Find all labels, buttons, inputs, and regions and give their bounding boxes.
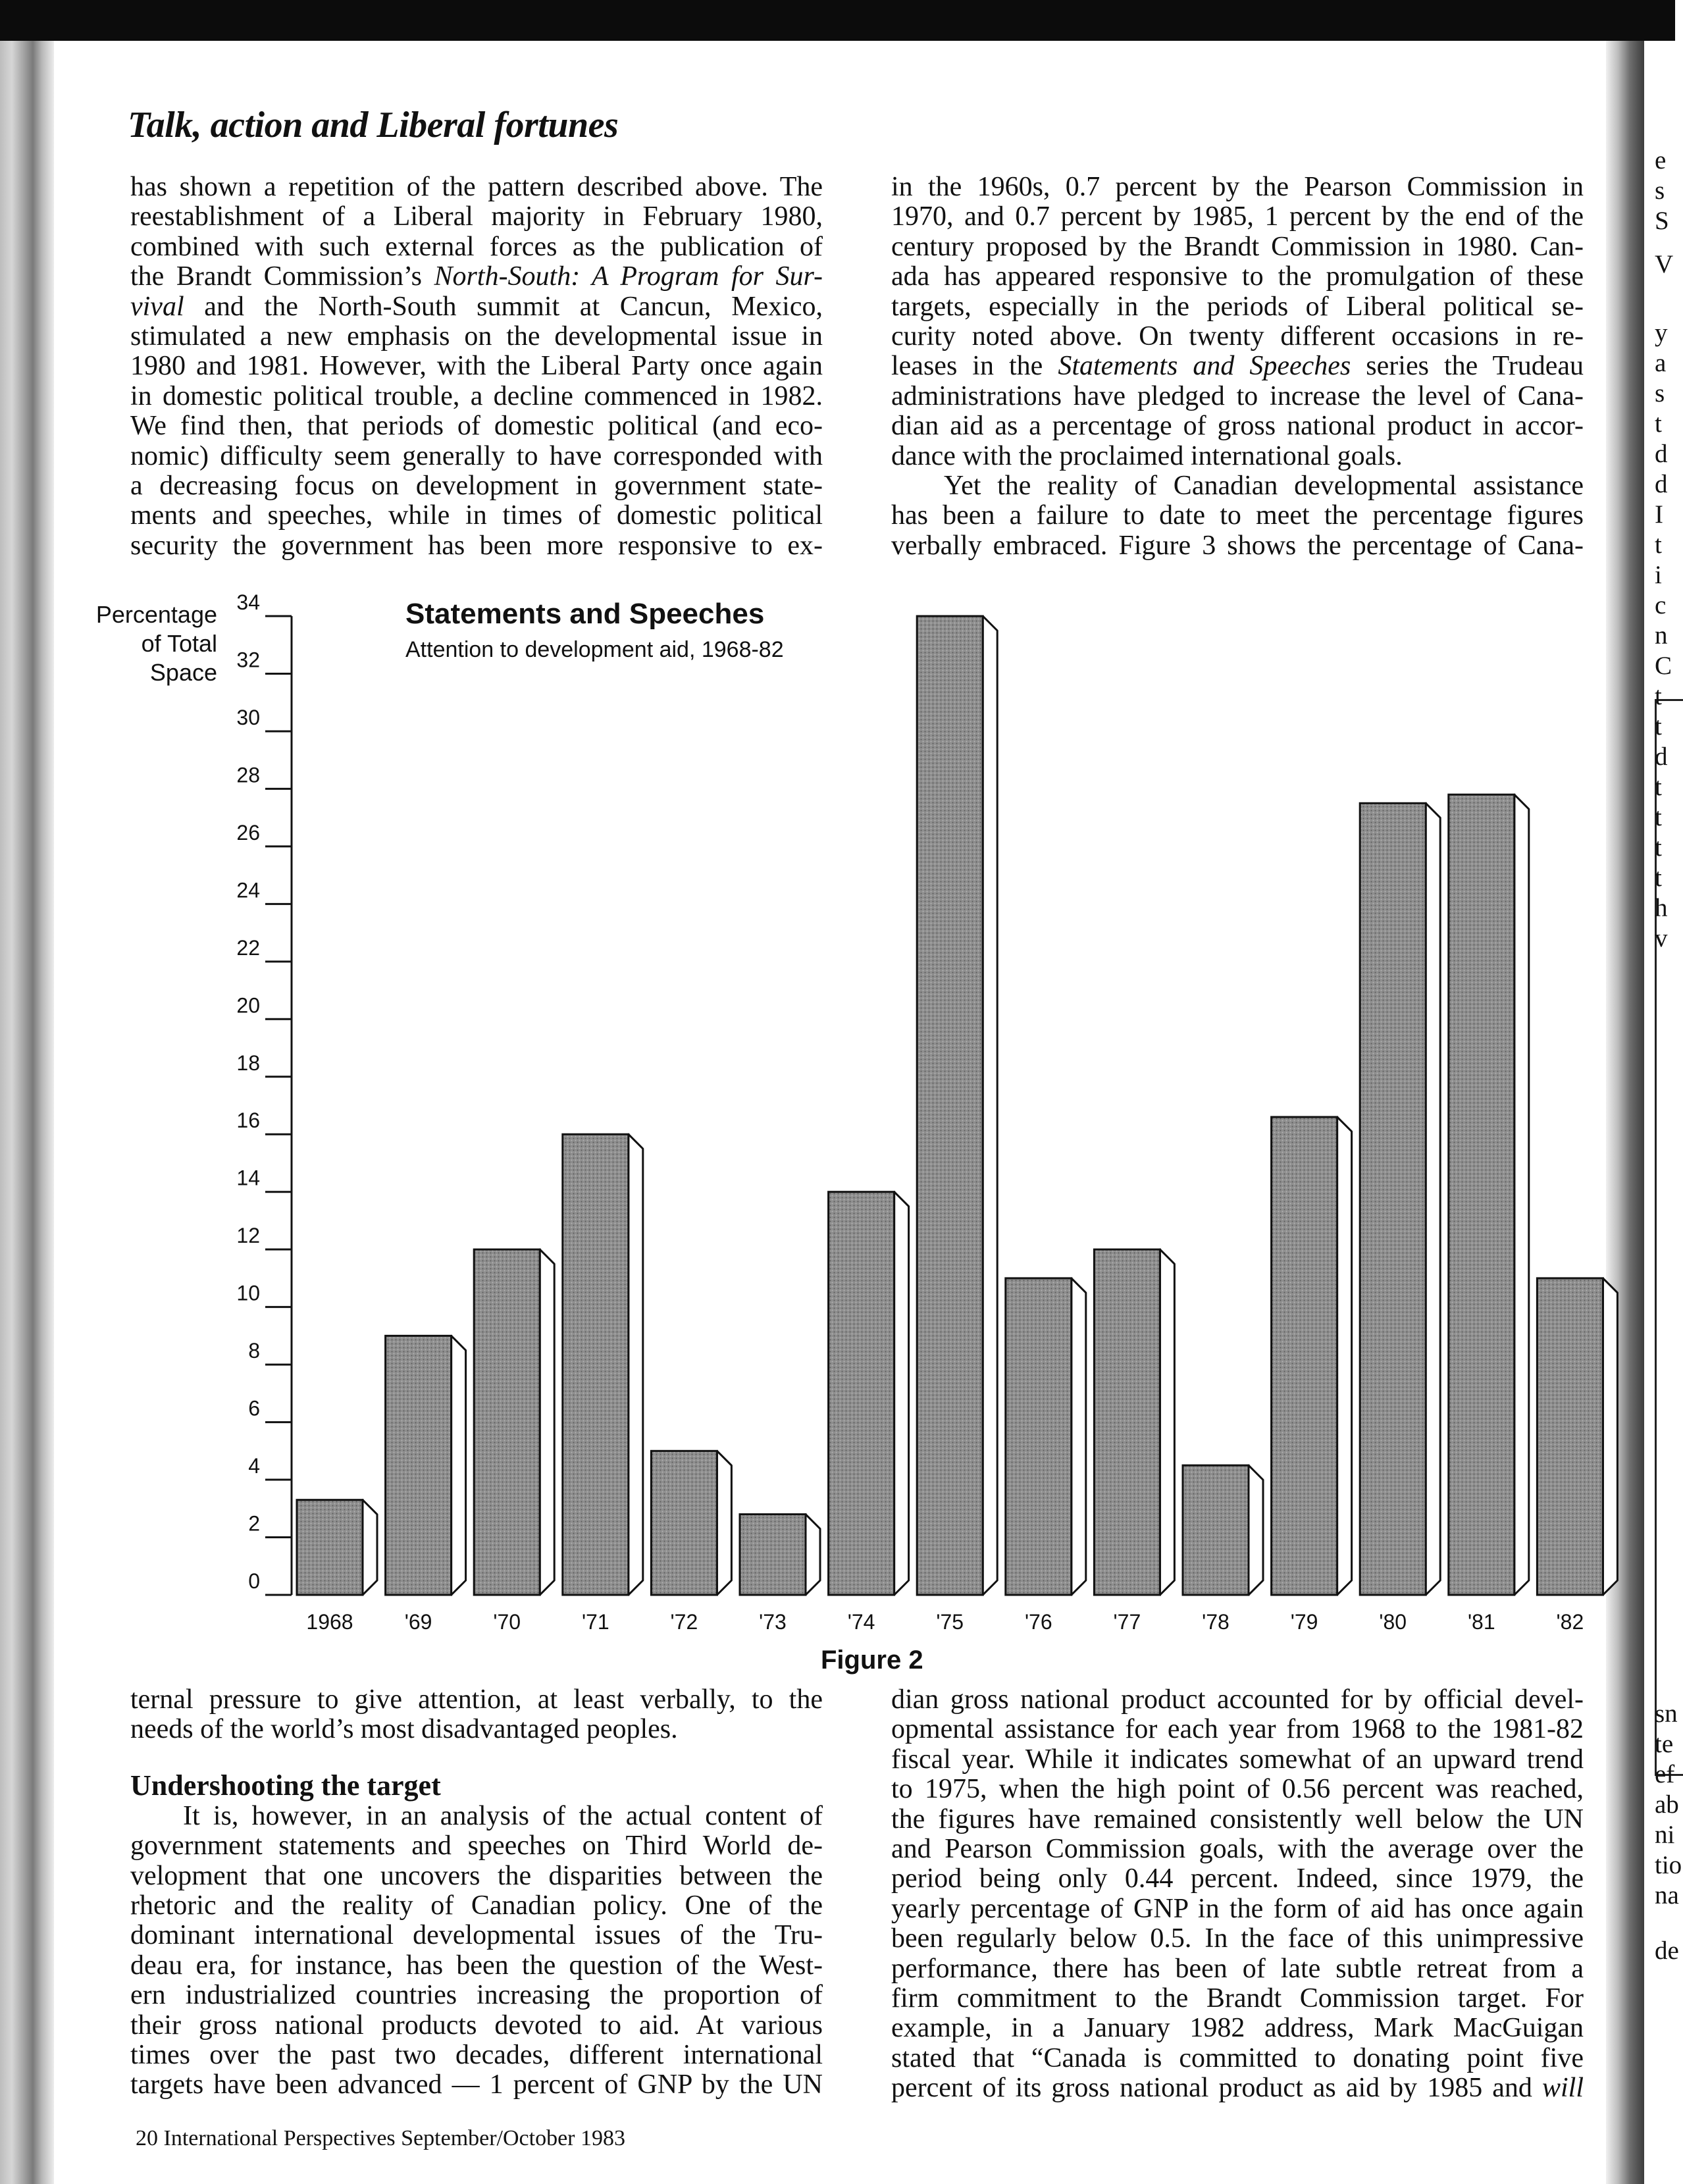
- x-tick-label: '71: [581, 1610, 609, 1634]
- adjacent-page-text: tio: [1655, 1851, 1682, 1879]
- bar: [563, 1134, 629, 1595]
- text-line: performance, there has been of late subtle retreat from a: [891, 1953, 1584, 1984]
- text-line: dian aid as a percentage of gross national product in accor-: [891, 411, 1584, 442]
- bar-side: [1337, 1117, 1352, 1595]
- adjacent-page-text: te: [1655, 1730, 1674, 1758]
- text-line: ternal pressure to give attention, at least verbally, to the: [130, 1684, 823, 1715]
- running-head: Talk, action and Liberal fortunes: [128, 105, 619, 145]
- adjacent-page-text: d: [1655, 470, 1668, 498]
- adjacent-page-text: V: [1655, 250, 1674, 278]
- text-line: ments and speeches, while in times of domestic political: [130, 500, 823, 531]
- x-tick-label: '81: [1467, 1610, 1495, 1634]
- bar-side: [1072, 1278, 1086, 1595]
- page-footer: 20 International Perspectives September/October 1983: [136, 2126, 625, 2150]
- x-tick-label: 1968: [306, 1610, 353, 1634]
- text-line: government statements and speeches on Third World de-: [130, 1831, 823, 1861]
- adjacent-page-text: t: [1655, 773, 1662, 801]
- adjacent-page-text: s: [1655, 379, 1665, 407]
- bar-side: [452, 1336, 466, 1595]
- bar: [1183, 1465, 1249, 1595]
- text-line: Yet the reality of Canadian developmental assistance: [944, 471, 1584, 502]
- text-line: deau era, for instance, has been the question of the West-: [130, 1950, 823, 1981]
- adjacent-page-text: t: [1655, 409, 1662, 438]
- text-line: It is, however, in an analysis of the actual content of: [183, 1800, 823, 1831]
- adjacent-page-text: de: [1655, 1937, 1679, 1965]
- y-tick-label: 0: [248, 1569, 260, 1593]
- bar: [651, 1451, 717, 1595]
- text-line: dominant international developmental issues of the Tru-: [130, 1920, 823, 1951]
- bar: [917, 616, 983, 1595]
- bar: [1272, 1117, 1337, 1595]
- y-tick-label: 28: [236, 763, 260, 787]
- text-line: velopment that one uncovers the disparities between the: [130, 1860, 823, 1891]
- adjacent-page-text: t: [1655, 833, 1662, 862]
- adjacent-page-text: i: [1655, 561, 1662, 589]
- x-tick-label: '75: [936, 1610, 964, 1634]
- adjacent-page-text: e: [1655, 146, 1667, 174]
- bar-side: [540, 1249, 554, 1595]
- text-line: We find then, that periods of domestic political (and eco-: [130, 411, 823, 442]
- y-tick-label: 18: [236, 1051, 260, 1075]
- adjacent-page-text: n: [1655, 621, 1668, 650]
- bar-side: [894, 1192, 909, 1595]
- text-line: targets have been advanced — 1 percent of GNP by the UN: [130, 2069, 823, 2100]
- adjacent-page-text: s: [1655, 176, 1665, 205]
- text-line: leases in the Statements and Speeches series the Trudeau: [891, 351, 1584, 382]
- y-tick-label: 26: [236, 820, 260, 845]
- y-tick-label: 2: [248, 1511, 260, 1536]
- x-tick-label: '74: [847, 1610, 875, 1634]
- text-line: has shown a repetition of the pattern described above. The: [130, 172, 823, 202]
- bar-side: [983, 616, 997, 1595]
- adjacent-page-text: d: [1655, 742, 1668, 771]
- adjacent-page-text: t: [1655, 712, 1662, 741]
- adjacent-page-text: na: [1655, 1881, 1679, 1910]
- adjacent-page-text: c: [1655, 591, 1667, 619]
- chart-subtitle: Attention to development aid, 1968-82: [405, 637, 784, 662]
- y-tick-label: 12: [236, 1224, 260, 1248]
- text-line: reestablishment of a Liberal majority in February 1980,: [130, 201, 823, 232]
- y-tick-label: 22: [236, 935, 260, 960]
- bar-side: [1603, 1278, 1617, 1595]
- text-line: a decreasing focus on development in government state-: [130, 471, 823, 502]
- adjacent-page-text: t: [1655, 682, 1662, 710]
- text-line: to 1975, when the high point of 0.56 percent was reached,: [891, 1774, 1584, 1805]
- section-heading: Undershooting the target: [130, 1769, 441, 1802]
- text-line: dian gross national product accounted for by official devel-: [891, 1684, 1584, 1715]
- x-tick-label: '78: [1202, 1610, 1230, 1634]
- text-line: targets, especially in the periods of Liberal political se-: [891, 291, 1584, 322]
- adjacent-page-text: t: [1655, 531, 1662, 559]
- text-line: times over the past two decades, different international: [130, 2040, 823, 2071]
- text-line: 1970, and 0.7 percent by 1985, 1 percent by the end of the: [891, 201, 1584, 232]
- text-line: 1980 and 1981. However, with the Liberal Party once again: [130, 351, 823, 382]
- x-tick-label: '77: [1113, 1610, 1141, 1634]
- bar-side: [806, 1515, 820, 1595]
- figure-caption: Figure 2: [821, 1646, 923, 1675]
- bar: [740, 1515, 806, 1595]
- adjacent-page-text: ni: [1655, 1821, 1675, 1849]
- text-line: firm commitment to the Brandt Commission target. For: [891, 1983, 1584, 2014]
- text-line: administrations have pledged to increase the level of Cana-: [891, 380, 1584, 411]
- text-line: needs of the world’s most disadvantaged peoples.: [130, 1714, 678, 1745]
- y-tick-label: 30: [236, 705, 260, 729]
- text-line: been regularly below 0.5. In the face of this unimpressive: [891, 1923, 1584, 1954]
- x-tick-label: '80: [1379, 1610, 1407, 1634]
- y-tick-label: 20: [236, 993, 260, 1018]
- bar-side: [1160, 1249, 1174, 1595]
- bar: [1360, 803, 1426, 1595]
- bar: [1449, 794, 1515, 1595]
- text-line: example, in a January 1982 address, Mark MacGuigan: [891, 2013, 1584, 2044]
- adjacent-page-text: v: [1655, 924, 1668, 952]
- y-tick-label: 32: [236, 648, 260, 672]
- bar-side: [1426, 803, 1440, 1595]
- text-line: their gross national products devoted to aid. At various: [130, 2010, 823, 2041]
- bar-side: [717, 1451, 731, 1595]
- bar-side: [1515, 794, 1529, 1595]
- x-tick-label: '82: [1556, 1610, 1584, 1634]
- text-line: security the government has been more responsive to ex-: [130, 530, 823, 561]
- bar: [297, 1500, 363, 1595]
- text-line: combined with such external forces as the publication of: [130, 231, 823, 262]
- y-tick-label: 24: [236, 878, 260, 902]
- text-line: stimulated a new emphasis on the developmental issue in: [130, 321, 823, 352]
- bar-side: [363, 1500, 377, 1595]
- y-tick-label: 14: [236, 1166, 260, 1190]
- adjacent-page-text: I: [1655, 500, 1663, 529]
- text-line: the figures have remained consistently well below the UN: [891, 1804, 1584, 1834]
- x-tick-label: '69: [404, 1610, 432, 1634]
- adjacent-page-text: S: [1655, 207, 1669, 235]
- text-line: verbally embraced. Figure 3 shows the percentage of Cana-: [891, 530, 1584, 561]
- text-line: curity noted above. On twenty different occasions in re-: [891, 321, 1584, 352]
- text-line: the Brandt Commission’s North-South: A Program for Sur-: [130, 261, 823, 292]
- adjacent-page-text: t: [1655, 864, 1662, 892]
- y-tick-label: 6: [248, 1396, 260, 1420]
- x-tick-label: '70: [493, 1610, 521, 1634]
- text-line: stated that “Canada is committed to donating point five: [891, 2042, 1584, 2073]
- y-tick-label: 8: [248, 1339, 260, 1363]
- text-line: century proposed by the Brandt Commission in 1980. Can-: [891, 231, 1584, 262]
- text-line: percent of its gross national product as aid by 1985 and will: [891, 2073, 1584, 2104]
- adjacent-page-text: a: [1655, 349, 1667, 377]
- text-line: fiscal year. While it indicates somewhat of an upward trend: [891, 1744, 1584, 1775]
- text-line: vival and the North-South summit at Cancun, Mexico,: [130, 291, 823, 322]
- text-line: and Pearson Commission goals, with the average over the: [891, 1834, 1584, 1865]
- x-tick-label: '72: [670, 1610, 698, 1634]
- chart-title: Statements and Speeches: [405, 598, 765, 630]
- text-line: in the 1960s, 0.7 percent by the Pearson Commission in: [891, 172, 1584, 202]
- bar: [829, 1192, 894, 1595]
- adjacent-page-text: d: [1655, 440, 1668, 468]
- x-tick-label: '73: [759, 1610, 787, 1634]
- text-line: nomic) difficulty seem generally to have corresponded with: [130, 440, 823, 471]
- adjacent-page-text: ef: [1655, 1760, 1675, 1788]
- y-tick-label: 10: [236, 1281, 260, 1305]
- text-line: in domestic political trouble, a decline commenced in 1982.: [130, 380, 823, 411]
- adjacent-page-text: h: [1655, 894, 1668, 922]
- text-line: ern industrialized countries increasing the proportion of: [130, 1980, 823, 2011]
- adjacent-page-text: ab: [1655, 1790, 1679, 1819]
- adjacent-page-text: t: [1655, 803, 1662, 831]
- text-line: opmental assistance for each year from 1968 to the 1981-82: [891, 1714, 1584, 1745]
- text-line: yearly percentage of GNP in the form of aid has once again: [891, 1893, 1584, 1924]
- bar: [1537, 1278, 1603, 1595]
- text-line: period being only 0.44 percent. Indeed, since 1979, the: [891, 1863, 1584, 1894]
- text-line: rhetoric and the reality of Canadian policy. One of the: [130, 1890, 823, 1921]
- y-tick-label: 16: [236, 1108, 260, 1133]
- bar: [474, 1249, 540, 1595]
- x-tick-label: '79: [1290, 1610, 1318, 1634]
- chart-y-axis-label: Percentage of Total Space: [95, 601, 217, 686]
- bar-side: [1249, 1465, 1263, 1595]
- y-tick-label: 4: [248, 1454, 260, 1478]
- text-line: has been a failure to date to meet the percentage figures: [891, 500, 1584, 531]
- bar: [1006, 1278, 1072, 1595]
- bar: [1094, 1249, 1160, 1595]
- adjacent-page-text: y: [1655, 319, 1668, 347]
- text-line: dance with the proclaimed international goals.: [891, 440, 1403, 471]
- text-line: ada has appeared responsive to the promulgation of these: [891, 261, 1584, 292]
- x-tick-label: '76: [1024, 1610, 1052, 1634]
- bar: [386, 1336, 452, 1595]
- adjacent-page-text: sn: [1655, 1700, 1678, 1728]
- bar-side: [629, 1134, 643, 1595]
- adjacent-page-text: C: [1655, 652, 1672, 680]
- y-tick-label: 34: [236, 590, 260, 614]
